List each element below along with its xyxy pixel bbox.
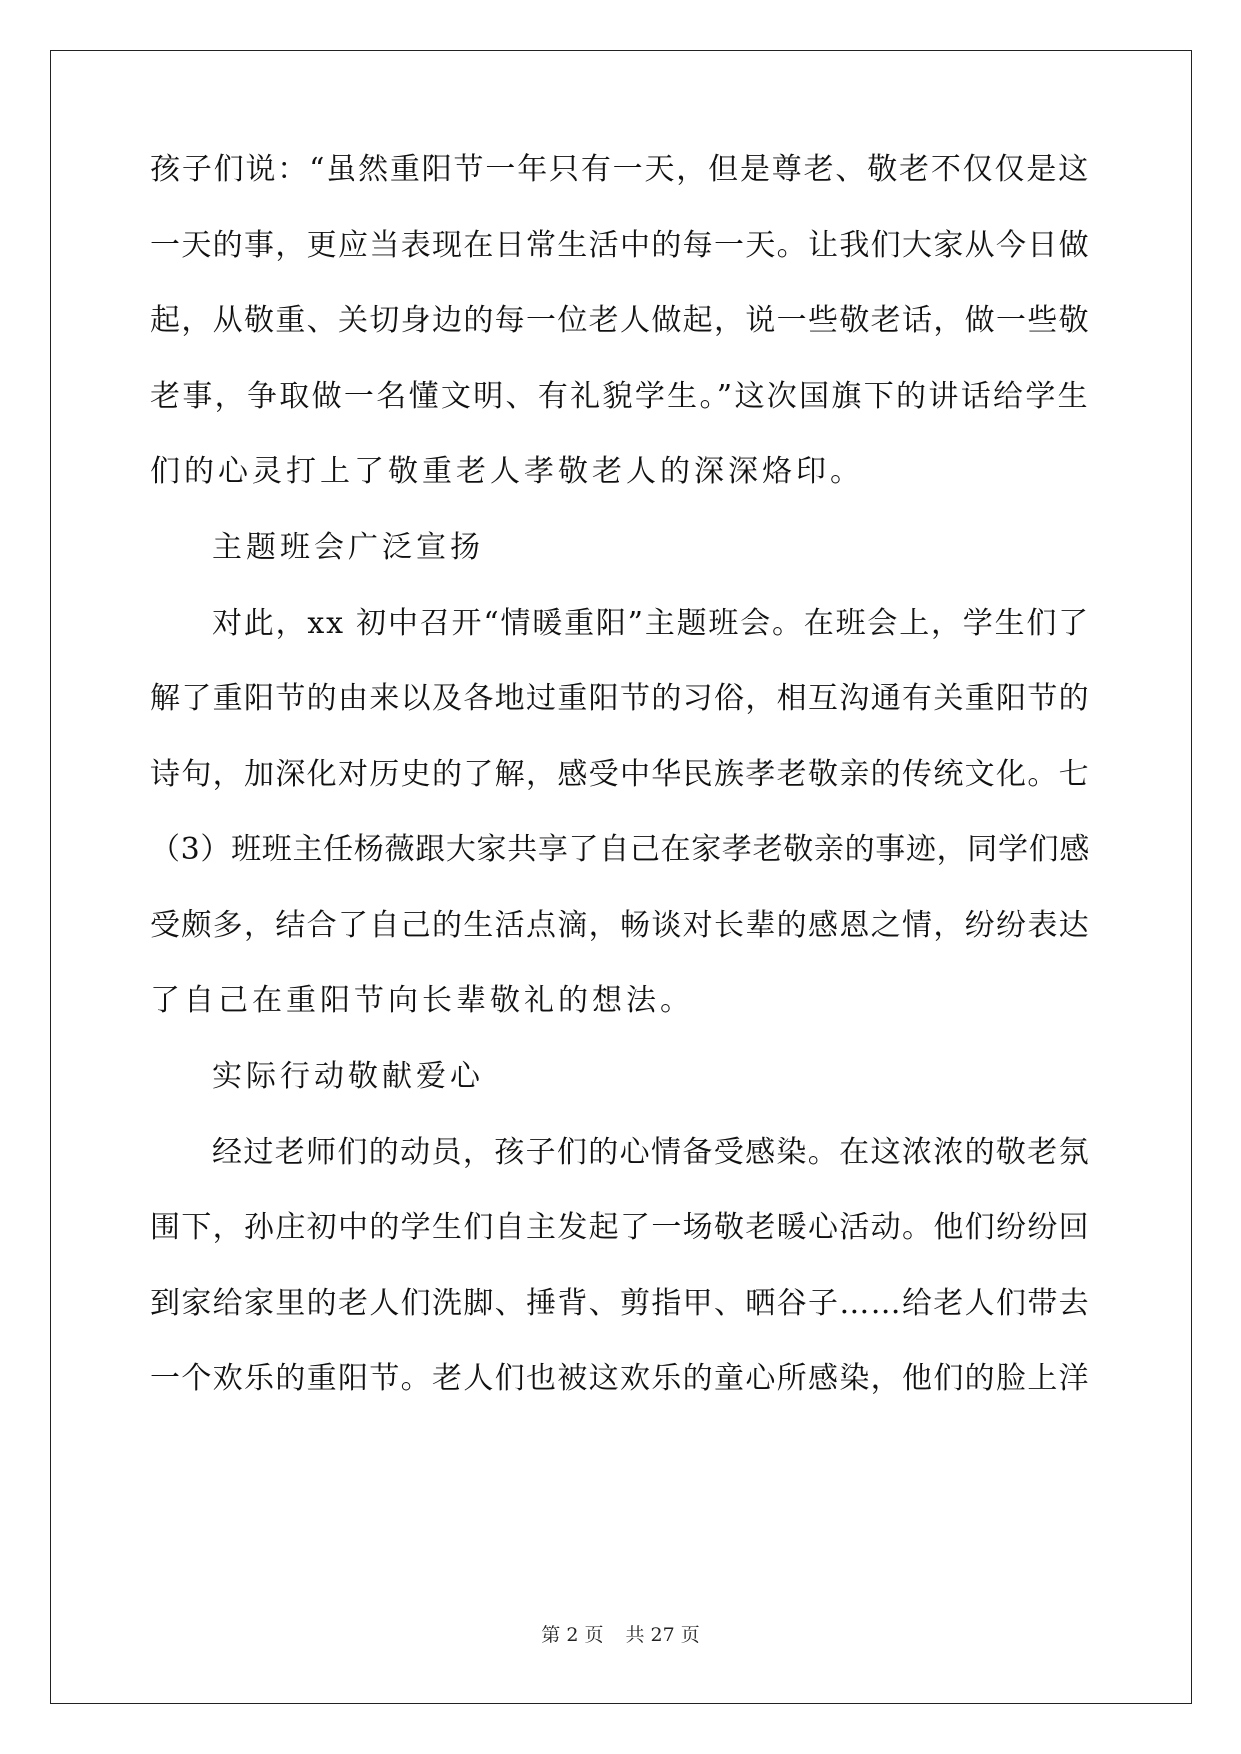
page-footer <box>0 1622 1241 1648</box>
text-line: 围下，孙庄初中的学生们自主发起了一场敬老暖心活动。他们纷纷回 <box>150 1210 1090 1245</box>
text-line: 受颇多，结合了自己的生活点滴，畅谈对长辈的感恩之情，纷纷表达 <box>150 908 1090 943</box>
section-heading: 主题班会广泛宣扬 <box>212 530 484 565</box>
text-line: 了自己在重阳节向长辈敬礼的想法。 <box>150 983 694 1018</box>
text-line: 诗句，加深化对历史的了解，感受中华民族孝老敬亲的传统文化。七 <box>150 757 1090 792</box>
text-line: 解了重阳节的由来以及各地过重阳节的习俗，相互沟通有关重阳节的 <box>150 681 1090 716</box>
text-line: 经过老师们的动员，孩子们的心情备受感染。在这浓浓的敬老氛 <box>212 1135 1090 1170</box>
text-line: 一个欢乐的重阳节。老人们也被这欢乐的童心所感染，他们的脸上洋 <box>150 1361 1090 1396</box>
page-number: 第 2 页 <box>541 1624 604 1646</box>
text-line: 对此，xx 初中召开“情暖重阳”主题班会。在班会上，学生们了 <box>212 606 1090 641</box>
text-line: （3）班班主任杨薇跟大家共享了自己在家孝老敬亲的事迹，同学们感 <box>150 832 1090 867</box>
text-line: 到家给家里的老人们洗脚、捶背、剪指甲、晒谷子……给老人们带去 <box>150 1286 1090 1321</box>
text-line: 老事，争取做一名懂文明、有礼貌学生。”这次国旗下的讲话给学生 <box>150 379 1090 414</box>
text-line: 孩子们说：“虽然重阳节一年只有一天，但是尊老、敬老不仅仅是这 <box>150 152 1090 187</box>
text-line: 一天的事，更应当表现在日常生活中的每一天。让我们大家从今日做 <box>150 228 1090 263</box>
section-heading: 实际行动敬献爱心 <box>212 1059 484 1094</box>
page-total: 共 27 页 <box>625 1624 700 1646</box>
text-line: 们的心灵打上了敬重老人孝敬老人的深深烙印。 <box>150 454 864 489</box>
text-line: 起，从敬重、关切身边的每一位老人做起，说一些敬老话，做一些敬 <box>150 303 1090 338</box>
